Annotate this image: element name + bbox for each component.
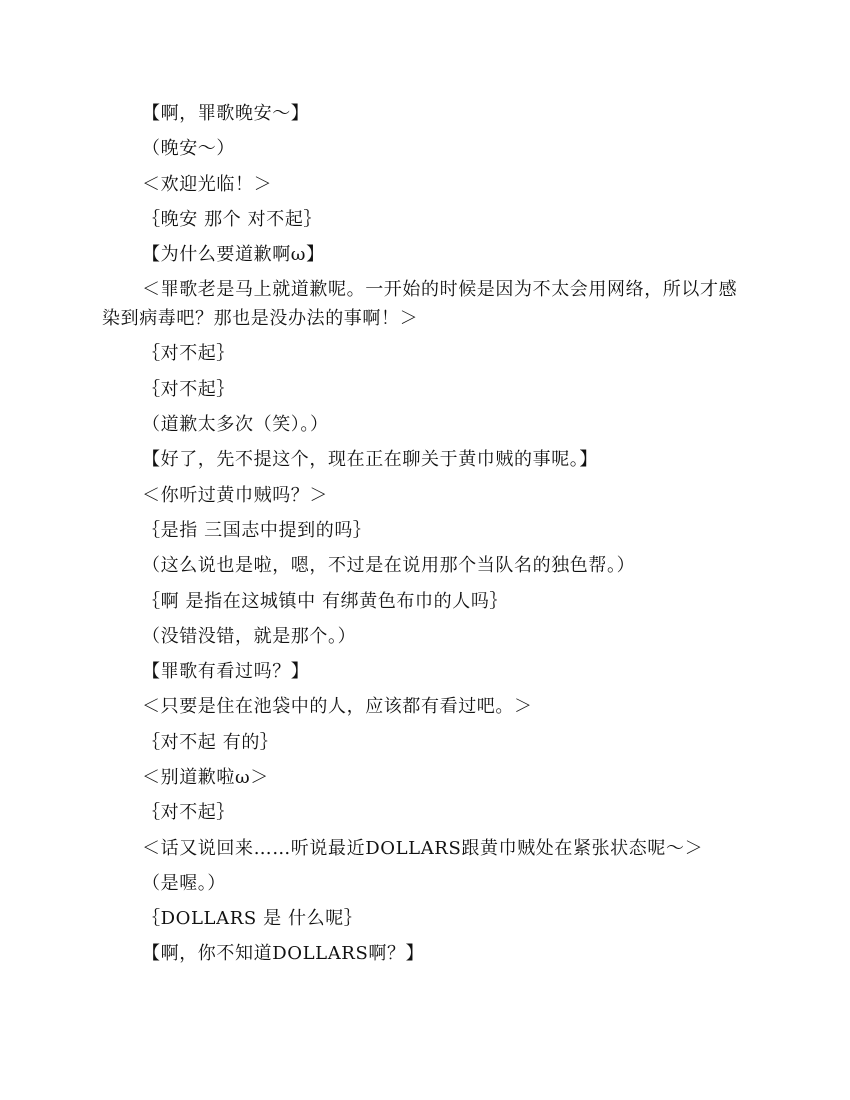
chat-line: 【为什么要道歉啊ω】 — [142, 244, 325, 266]
chat-line: ＜话又说回来……听说最近DOLLARS跟黄巾贼处在紧张状态呢～＞ — [142, 837, 704, 859]
chat-line: ＜别道歉啦ω＞ — [142, 767, 269, 789]
chat-line: ｛对不起 有的｝ — [142, 731, 279, 753]
chat-line: ＜你听过黄巾贼吗？＞ — [142, 484, 328, 506]
chat-line: ｛对不起｝ — [142, 343, 235, 365]
chat-line: ＜只要是住在池袋中的人，应该都有看过吧。＞ — [142, 696, 533, 718]
chat-line: ｛对不起｝ — [142, 802, 235, 824]
chat-line: ｛晚安 那个 对不起｝ — [142, 208, 323, 230]
chat-line: （没错没错，就是那个。） — [142, 625, 357, 647]
chat-line: （这么说也是啦，嗯，不过是在说用那个当队名的独色帮。） — [142, 555, 636, 577]
chat-line: ｛对不起｝ — [142, 378, 235, 400]
chat-log-text — [102, 96, 748, 972]
chat-line: 【啊，罪歌晚安～】 — [142, 103, 310, 124]
chat-line: ｛啊 是指在这城镇中 有绑黄色布巾的人吗｝ — [142, 590, 509, 612]
chat-line: 【罪歌有看过吗？】 — [142, 661, 310, 683]
chat-line: ｛DOLLARS 是 什么呢｝ — [142, 907, 363, 929]
chat-line: （晚安～） — [142, 138, 235, 160]
chat-line: （道歉太多次（笑）。） — [142, 414, 329, 436]
chat-line: 【啊，你不知道DOLLARS啊？】 — [142, 943, 425, 965]
chat-line: （是喔。） — [142, 872, 226, 894]
chat-line: ｛是指 三国志中提到的吗｝ — [142, 519, 372, 541]
chat-line: 【好了，先不提这个，现在正在聊关于黄巾贼的事呢。】 — [142, 449, 598, 471]
chat-line: ＜欢迎光临！＞ — [142, 173, 273, 195]
chat-line: ＜罪歌老是马上就道歉呢。一开始的时候是因为不太会用网络，所以才感染到病毒吧？那也是没办法的事啊！＞ — [102, 279, 738, 330]
